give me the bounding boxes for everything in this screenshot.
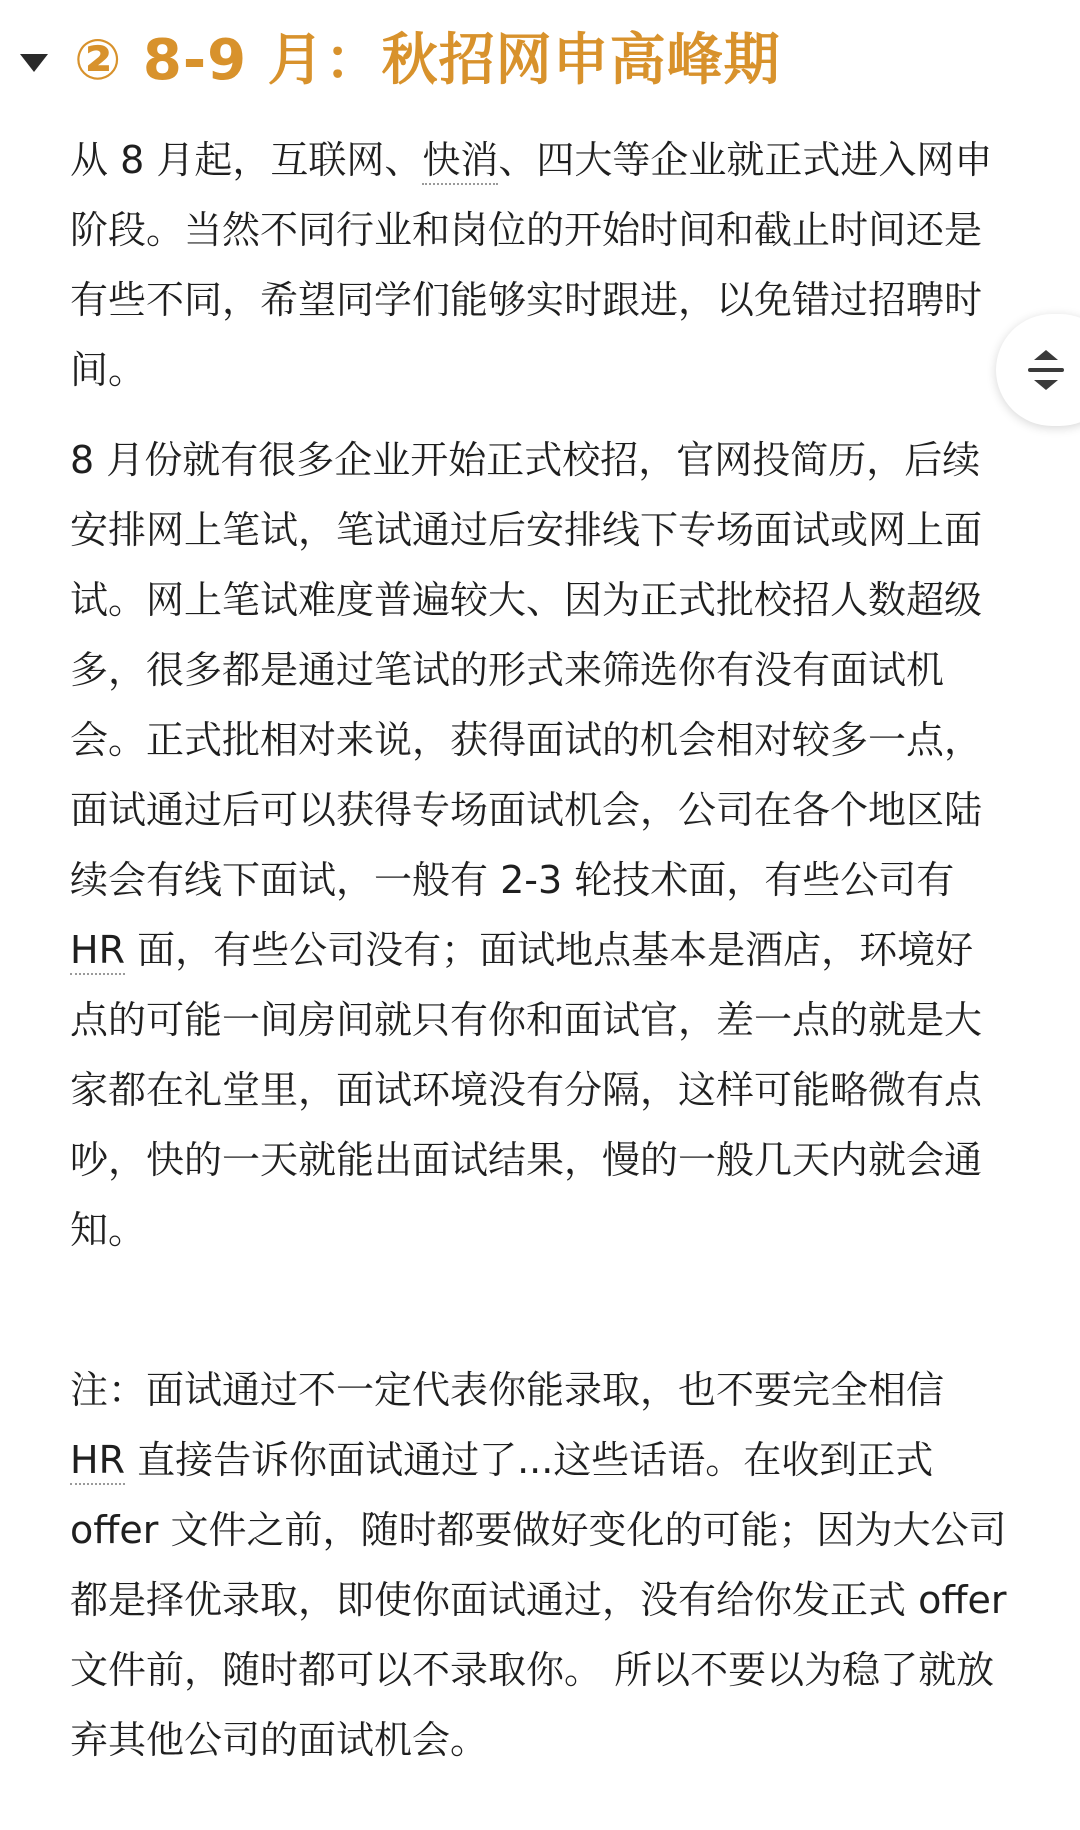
section-heading-row xyxy=(20,22,781,100)
paragraph-2-text-a: 8 月份就有很多企业开始正式校招，官网投简历，后续安排网上笔试，笔试通过后安排线下专场面试或网上面试。网上笔试难度普遍较大、因为正式批校招人数超级多，很多都是通过笔试的形式来筛选你有没有面试机会。正式批相对来说，获得面试的机会相对较多一点，面试通过后可以获得专场面试机会，公司在各个地区陆续会有线下面试，一般有 2-3 轮技术面，有些公司有 xyxy=(70,438,983,902)
expand-collapse-icon xyxy=(1024,346,1068,394)
term-hr-link[interactable]: HR xyxy=(70,1438,125,1485)
term-hr-link[interactable]: HR xyxy=(70,928,125,975)
paragraph-2-text-b: 面，有些公司没有；面试地点基本是酒店，环境好点的可能一间房间就只有你和面试官，差一点的就是大家都在礼堂里，面试环境没有分隔，这样可能略微有点吵，快的一天就能出面试结果，慢的一般几天内就会通知。 xyxy=(70,928,983,1252)
paragraph-3-text-b: 直接告诉你面试通过了...这些话语。在收到正式 offer 文件之前，随时都要做好变化的可能；因为大公司都是择优录取，即使你面试通过，没有给你发正式 offer文件前，随时都可以不录取你。 所以不要以为稳了就放弃其他公司的面试机会。 xyxy=(70,1438,1007,1762)
paragraph-3-text-a: 注：面试通过不一定代表你能录取，也不要完全相信 xyxy=(70,1368,945,1412)
paragraph-2 xyxy=(70,425,1010,1265)
section-heading: ② 8-9 月：秋招网申高峰期 xyxy=(74,28,781,93)
paragraph-1-text-a: 从 8 月起，互联网、 xyxy=(70,138,423,182)
term-kuaixiao-link[interactable]: 快消 xyxy=(422,138,498,185)
paragraph-1-text-b: 、四大等企业就正式进入网申阶段。当然不同行业和岗位的开始时间和截止时间还是有些不同，希望同学们能够实时跟进，以免错过招聘时间。 xyxy=(70,138,993,392)
paragraph-1 xyxy=(70,125,1010,405)
triangle-down-icon[interactable] xyxy=(20,54,48,72)
paragraph-3-note xyxy=(70,1355,1010,1775)
